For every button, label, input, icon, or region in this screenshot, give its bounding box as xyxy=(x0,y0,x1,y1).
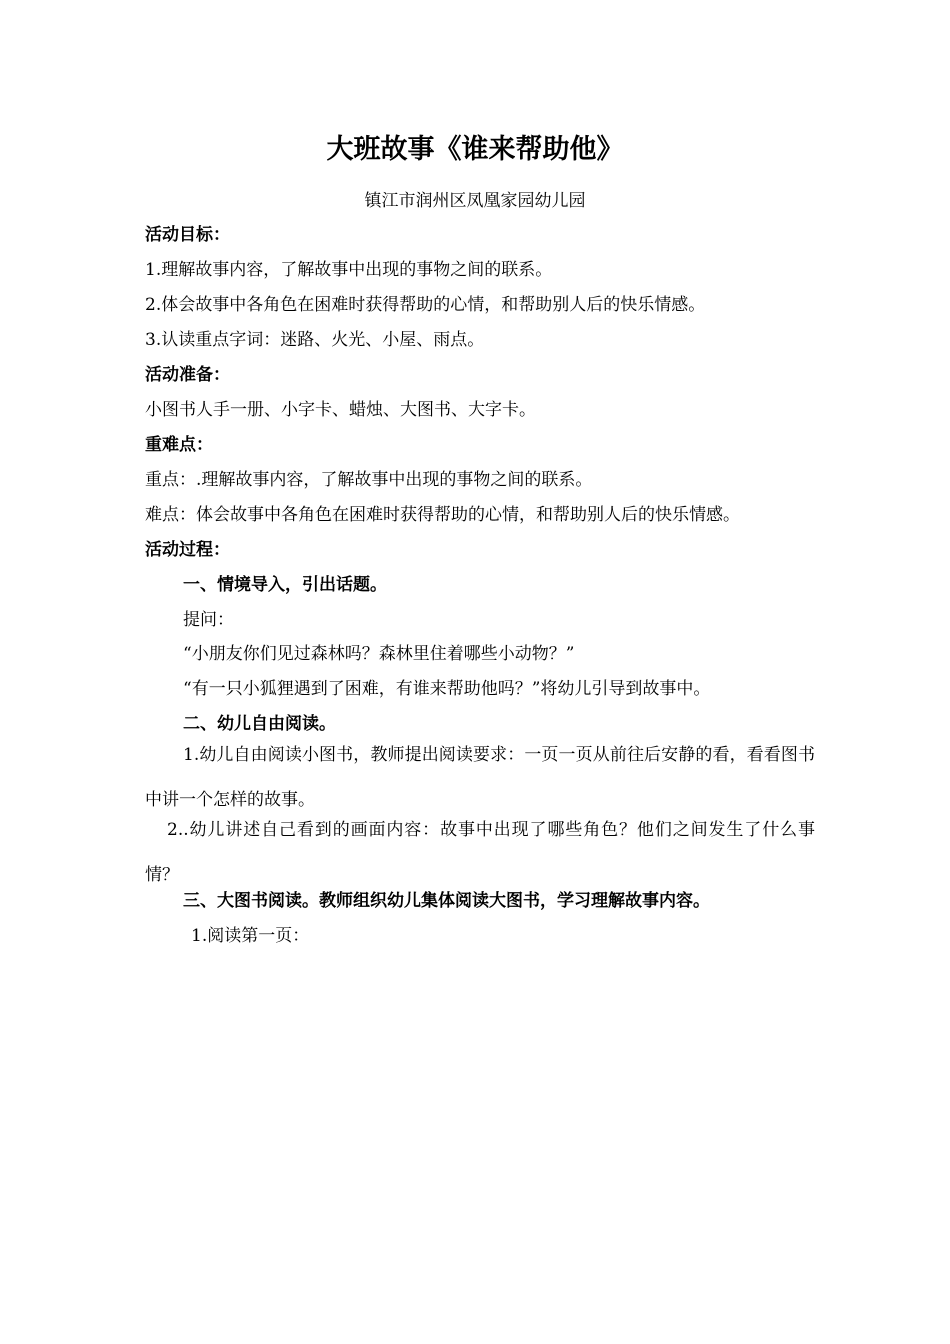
section3-heading: 三、大图书阅读。教师组织幼儿集体阅读大图书，学习理解故事内容。 xyxy=(183,891,710,911)
section3-step-1: 1.阅读第一页： xyxy=(191,926,310,946)
section2-paragraph-2: 2..幼儿讲述自己看到的画面内容：故事中出现了哪些角色？他们之间发生了什么事情？ xyxy=(145,820,815,885)
key-point-difficulty: 难点：体会故事中各角色在困难时获得帮助的心情，和帮助别人后的快乐情感。 xyxy=(145,505,740,525)
preparation-text: 小图书人手一册、小字卡、蜡烛、大图书、大字卡。 xyxy=(145,400,536,420)
goal-item-1: 1.理解故事内容，了解故事中出现的事物之间的联系。 xyxy=(145,260,553,280)
preparation-heading: 活动准备： xyxy=(145,365,230,385)
document-title: 大班故事《谁来帮助他》 xyxy=(326,134,624,165)
section1-heading: 一、情境导入，引出话题。 xyxy=(183,575,387,595)
process-heading: 活动过程： xyxy=(145,540,230,560)
goal-item-2: 2.体会故事中各角色在困难时获得帮助的心情，和帮助别人后的快乐情感。 xyxy=(145,295,706,315)
section2-heading: 二、幼儿自由阅读。 xyxy=(183,714,336,734)
document-author: 镇江市润州区凤凰家园幼儿园 xyxy=(364,191,586,211)
section1-question-1: “小朋友你们见过森林吗？森林里住着哪些小动物？” xyxy=(183,644,575,664)
section2-paragraph-1: 1.幼儿自由阅读小图书，教师提出阅读要求：一页一页从前往后安静的看，看看图书中讲一个怎样的故事。 xyxy=(145,745,815,810)
section1-prompt: 提问： xyxy=(183,610,234,630)
section1-question-2: “有一只小狐狸遇到了困难，有谁来帮助他吗？”将幼儿引导到故事中。 xyxy=(183,679,711,699)
goal-item-3: 3.认读重点字词：迷路、火光、小屋、雨点。 xyxy=(145,330,485,350)
key-points-heading: 重难点： xyxy=(145,435,213,455)
key-point-focus: 重点：.理解故事内容，了解故事中出现的事物之间的联系。 xyxy=(145,470,593,490)
goals-heading: 活动目标： xyxy=(145,225,230,245)
